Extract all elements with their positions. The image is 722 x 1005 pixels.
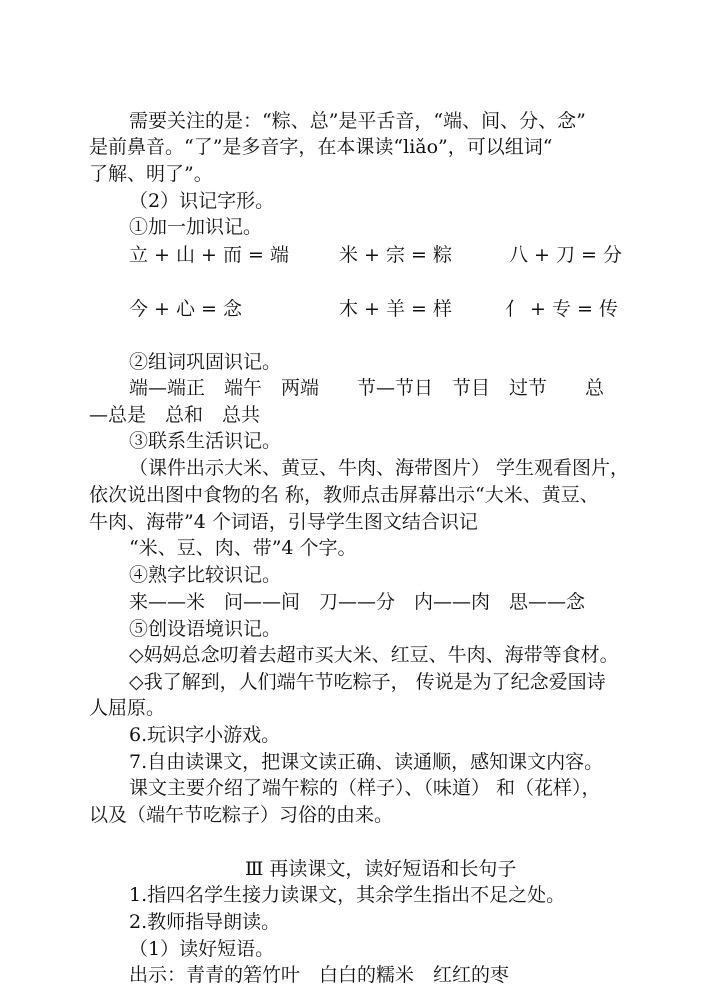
paragraph-line: 以及（端午节吃粽子）习俗的由来。 xyxy=(89,804,394,826)
list-item: 7.自由读课文，把课文读正确、读通顺，感知课文内容。 xyxy=(129,751,604,773)
list-item: 1.指四名学生接力读课文，其余学生指出不足之处。 xyxy=(129,884,566,906)
section-heading: Ⅲ 再读课文，读好短语和长句子 xyxy=(245,858,517,880)
list-item: 2.教师指导朗读。 xyxy=(129,911,281,933)
subsection-heading: （1）读好短语。 xyxy=(129,938,275,960)
method-heading: ⑤创设语境识记。 xyxy=(129,618,282,640)
context-sentence: ◇妈妈总念叨着去超市买大米、红豆、牛肉、海带等食材。 xyxy=(129,644,619,666)
context-sentence: ◇我了解到，人们端午节吃粽子， 传说是为了纪念爱国诗 xyxy=(129,671,606,693)
method-heading: ②组词巩固识记。 xyxy=(129,351,282,373)
method-heading: ④熟字比较识记。 xyxy=(129,564,282,586)
add-formula: 八 + 刀 = 分 xyxy=(509,244,622,266)
compare-words: 来——米 问——间 刀——分 内——肉 思——念 xyxy=(129,591,586,613)
word-groups: —总是 总和 总共 xyxy=(89,404,261,426)
paragraph-line: 是前鼻音。“了”是多音字，在本课读“liǎo”，可以组词“ xyxy=(89,136,553,158)
paragraph-line: （课件出示大米、黄豆、牛肉、海带图片） 学生观看图片， xyxy=(129,457,630,479)
paragraph-line: 需要关注的是：“粽、总”是平舌音，“端、间、分、念” xyxy=(129,110,586,132)
method-heading: ①加一加识记。 xyxy=(129,216,263,238)
context-sentence: 人屈原。 xyxy=(89,697,166,719)
word-groups: 端—端正 端午 两端 节—节日 节目 过节 总 xyxy=(129,377,605,399)
add-formula: 木 + 羊 = 样 xyxy=(339,298,452,320)
method-heading: ③联系生活识记。 xyxy=(129,430,282,452)
list-item: 6.玩识字小游戏。 xyxy=(129,724,281,746)
add-formula: 今 + 心 = 念 xyxy=(129,298,242,320)
paragraph-line: 依次说出图中食物的名 称，教师点击屏幕出示“大米、黄豆、 xyxy=(89,484,599,506)
add-formula: 立 + 山 + 而 = 端 xyxy=(129,244,289,266)
paragraph-line: 了解、明了”。 xyxy=(89,163,213,185)
subsection-heading: （2）识记字形。 xyxy=(129,190,275,212)
paragraph-line: 牛肉、海带”4 个词语，引导学生图文结合识记 xyxy=(89,511,478,533)
paragraph-line: “米、豆、肉、带”4 个字。 xyxy=(129,537,357,559)
paragraph-line: 课文主要介绍了端午粽的（样子）、（味道） 和（花样）， xyxy=(129,777,601,799)
example-phrases: 出示：青青的箬竹叶 白白的糯米 红红的枣 xyxy=(129,964,510,986)
add-formula: 亻 + 专 = 传 xyxy=(505,298,618,320)
add-formula: 米 + 宗 = 粽 xyxy=(339,244,452,266)
